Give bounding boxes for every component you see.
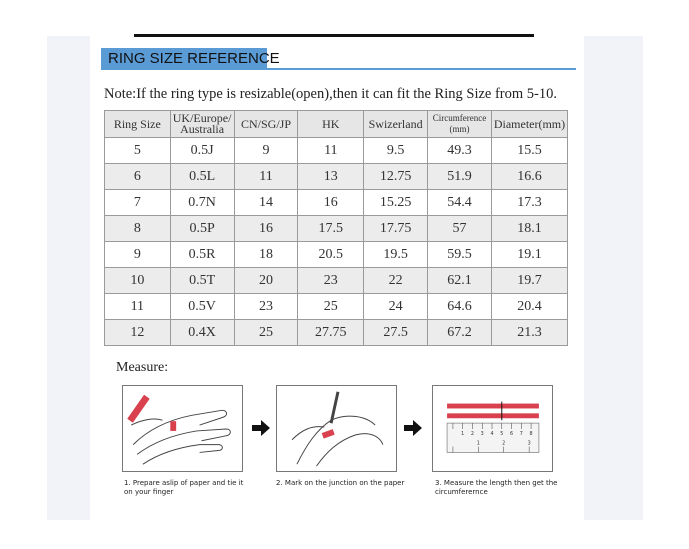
ruler-measuring-icon bbox=[433, 386, 552, 471]
step1-illustration bbox=[122, 385, 243, 472]
table-row bbox=[105, 242, 568, 268]
table-row bbox=[105, 138, 568, 164]
table-row bbox=[105, 320, 568, 346]
ruler-number: 2 bbox=[502, 440, 506, 447]
resizable-note: Note:If the ring type is resizable(open),then it can fit the Ring Size from 5-10. bbox=[104, 86, 557, 102]
table-row bbox=[105, 190, 568, 216]
table-cell: 16 bbox=[298, 190, 364, 216]
table-cell: 0.7N bbox=[170, 190, 234, 216]
table-cell: 27.75 bbox=[298, 320, 364, 346]
table-cell: 11 bbox=[298, 138, 364, 164]
arrow-right-icon bbox=[404, 420, 422, 436]
table-cell: 19.1 bbox=[491, 242, 567, 268]
ruler-number: 8 bbox=[529, 430, 533, 437]
col-hk: HK bbox=[298, 111, 364, 138]
table-cell: 13 bbox=[298, 164, 364, 190]
table-cell: 7 bbox=[105, 190, 171, 216]
table-cell: 25 bbox=[298, 294, 364, 320]
table-cell: 51.9 bbox=[428, 164, 492, 190]
table-cell: 20.4 bbox=[491, 294, 567, 320]
table-cell: 15.5 bbox=[491, 138, 567, 164]
pen-marking-strip-icon bbox=[277, 386, 396, 471]
table-cell: 8 bbox=[105, 216, 171, 242]
table-cell: 67.2 bbox=[428, 320, 492, 346]
table-body bbox=[105, 138, 568, 346]
table-cell: 20 bbox=[234, 268, 298, 294]
table-cell: 10 bbox=[105, 268, 171, 294]
table-cell: 9.5 bbox=[364, 138, 428, 164]
table-cell: 57 bbox=[428, 216, 492, 242]
table-cell: 62.1 bbox=[428, 268, 492, 294]
ruler-number: 3 bbox=[527, 440, 531, 447]
table-cell: 0.5T bbox=[170, 268, 234, 294]
table-cell: 0.4X bbox=[170, 320, 234, 346]
table-cell: 17.3 bbox=[491, 190, 567, 216]
ruler-number: 4 bbox=[490, 430, 494, 437]
table-header-row bbox=[105, 111, 568, 138]
step1-caption: 1. Prepare aslip of paper and tie it on your finger bbox=[124, 479, 244, 496]
table-cell: 0.5J bbox=[170, 138, 234, 164]
ruler-number: 7 bbox=[519, 430, 523, 437]
col-uk-europe-australia: UK/Europe/ Australia bbox=[170, 111, 234, 138]
table-row bbox=[105, 294, 568, 320]
table-cell: 64.6 bbox=[428, 294, 492, 320]
section-title-underline bbox=[101, 68, 576, 70]
ruler-number: 5 bbox=[500, 430, 504, 437]
table-cell: 23 bbox=[298, 268, 364, 294]
table-cell: 18.1 bbox=[491, 216, 567, 242]
table-cell: 18 bbox=[234, 242, 298, 268]
table-cell: 21.3 bbox=[491, 320, 567, 346]
col-circumference: Circumference (mm) bbox=[428, 111, 492, 138]
col-cn-sg-jp: CN/SG/JP bbox=[234, 111, 298, 138]
step2-illustration bbox=[276, 385, 397, 472]
table-cell: 6 bbox=[105, 164, 171, 190]
table-cell: 15.25 bbox=[364, 190, 428, 216]
table-cell: 19.5 bbox=[364, 242, 428, 268]
table-cell: 24 bbox=[364, 294, 428, 320]
table-cell: 0.5R bbox=[170, 242, 234, 268]
table-cell: 12 bbox=[105, 320, 171, 346]
table-row bbox=[105, 268, 568, 294]
ring-size-table bbox=[104, 110, 568, 346]
ruler-number: 1 bbox=[461, 430, 465, 437]
ruler-number: 6 bbox=[509, 430, 514, 437]
table-cell: 12.75 bbox=[364, 164, 428, 190]
table-cell: 49.3 bbox=[428, 138, 492, 164]
table-cell: 19.7 bbox=[491, 268, 567, 294]
table-cell: 22 bbox=[364, 268, 428, 294]
table-cell: 14 bbox=[234, 190, 298, 216]
table-cell: 0.5V bbox=[170, 294, 234, 320]
ruler-number: 3 bbox=[480, 430, 484, 437]
table-cell: 17.5 bbox=[298, 216, 364, 242]
table-cell: 16.6 bbox=[491, 164, 567, 190]
table-cell: 9 bbox=[234, 138, 298, 164]
table-cell: 16 bbox=[234, 216, 298, 242]
section-title: RING SIZE REFERENCE bbox=[101, 48, 267, 69]
table-cell: 5 bbox=[105, 138, 171, 164]
col-swizerland: Swizerland bbox=[364, 111, 428, 138]
arrow-right-icon bbox=[252, 420, 270, 436]
table-cell: 23 bbox=[234, 294, 298, 320]
top-rule bbox=[134, 34, 534, 37]
ruler-number: 1 bbox=[476, 440, 480, 447]
col-diameter: Diameter(mm) bbox=[491, 111, 567, 138]
hand-with-paper-strip-icon bbox=[123, 386, 242, 471]
col-ring-size: Ring Size bbox=[105, 111, 171, 138]
table-cell: 0.5P bbox=[170, 216, 234, 242]
step2-caption: 2. Mark on the junction on the paper bbox=[276, 479, 405, 487]
table-cell: 11 bbox=[105, 294, 171, 320]
table-cell: 27.5 bbox=[364, 320, 428, 346]
table-cell: 54.4 bbox=[428, 190, 492, 216]
table-row bbox=[105, 216, 568, 242]
table-cell: 25 bbox=[234, 320, 298, 346]
step3-caption: 3. Measure the length then get the circumferernce bbox=[435, 479, 558, 496]
table-cell: 20.5 bbox=[298, 242, 364, 268]
table-row bbox=[105, 164, 568, 190]
measure-title: Measure: bbox=[116, 360, 169, 375]
table-cell: 0.5L bbox=[170, 164, 234, 190]
table-cell: 9 bbox=[105, 242, 171, 268]
step3-illustration bbox=[432, 385, 553, 472]
table-cell: 17.75 bbox=[364, 216, 428, 242]
table-cell: 59.5 bbox=[428, 242, 492, 268]
ruler-number: 2 bbox=[470, 430, 475, 437]
table-cell: 11 bbox=[234, 164, 298, 190]
